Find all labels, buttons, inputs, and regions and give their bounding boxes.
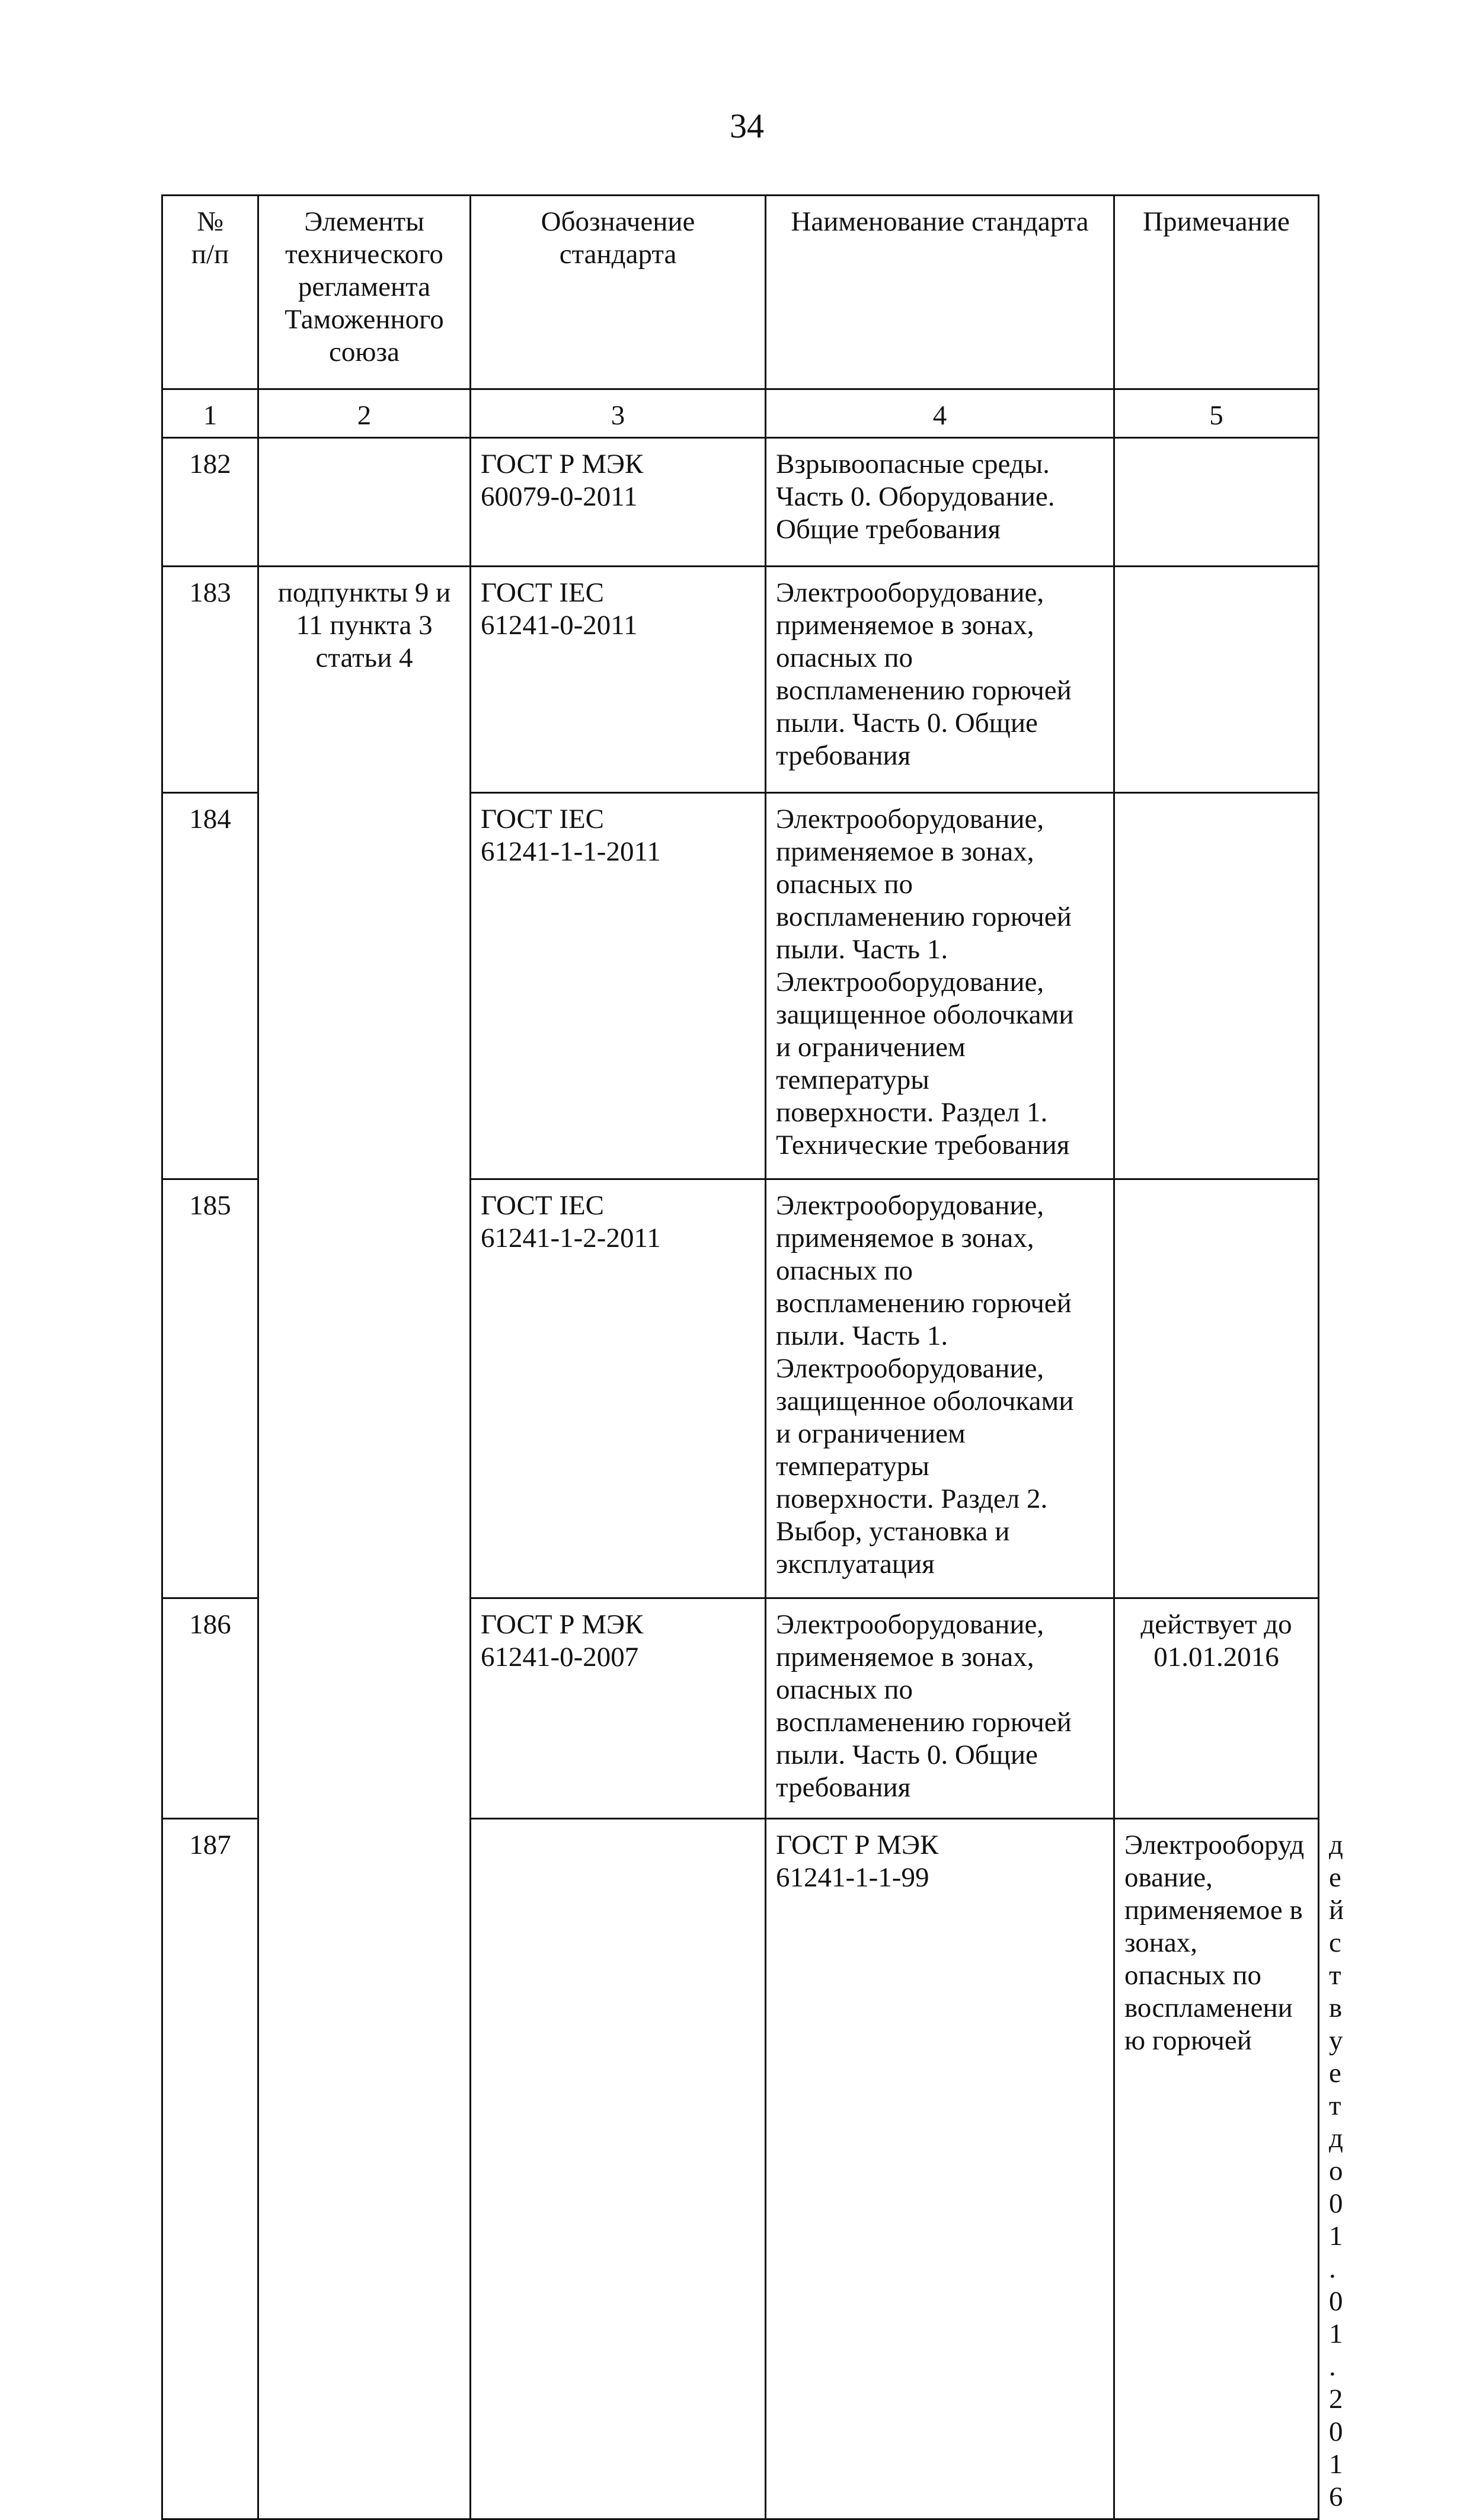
row-designation: ГОСТ Р МЭК 61241-1-1-99: [766, 1819, 1114, 2519]
row-designation: ГОСТ IEC 61241-1-1-2011: [471, 793, 766, 1179]
header-standard-name: Наименование стандарта: [766, 196, 1114, 389]
column-number: 1: [162, 389, 258, 438]
row-standard-name: Электрооборудование, применяемое в зонах, опасных по воспламенению горючей пыли. Часть 0. Общие требования: [766, 567, 1114, 793]
row-elements: [258, 438, 471, 567]
row-standard-name: Взрывоопасные среды. Часть 0. Оборудование. Общие требования: [766, 438, 1114, 567]
row-number: 183: [162, 567, 258, 793]
table-row: 187 ГОСТ Р МЭК 61241-1-1-99 Электрооборудование, применяемое в зонах, опасных по воспламенению горючей действует до 01.01.2016: [162, 1819, 1319, 2519]
row-standard-name: Электрооборудование, применяемое в зонах, опасных по воспламенению горючей пыли. Часть 1. Электрооборудование, защищенное оболочками и ограничением температуры поверхности. Раздел 1. Технические требования: [766, 793, 1114, 1179]
row-elements-group: подпункты 9 и 11 пункта 3 статьи 4: [258, 567, 471, 2519]
row-number: 184: [162, 793, 258, 1179]
row-standard-name: Электрооборудование, применяемое в зонах, опасных по воспламенению горючей: [1114, 1819, 1319, 2519]
column-number: 2: [258, 389, 471, 438]
row-number: 185: [162, 1179, 258, 1598]
row-note: [1114, 567, 1319, 793]
column-number: 3: [471, 389, 766, 438]
row-designation: ГОСТ Р МЭК 61241-0-2007: [471, 1598, 766, 1819]
row-number: 187: [162, 1819, 258, 2519]
row-designation: ГОСТ Р МЭК 60079-0-2011: [471, 438, 766, 567]
row-note: [1114, 438, 1319, 567]
header-designation: Обозначение стандарта: [471, 196, 766, 389]
table-row: [162, 567, 1319, 793]
standards-table: [161, 194, 1344, 2520]
column-number: 5: [1114, 389, 1319, 438]
column-numbers-row: [162, 389, 1319, 438]
row-note: действует до 01.01.2016: [1114, 1598, 1319, 1819]
row-note: [1114, 1179, 1319, 1598]
row-number: 186: [162, 1598, 258, 1819]
header-note: Примечание: [1114, 196, 1319, 389]
row-standard-name: Электрооборудование, применяемое в зонах, опасных по воспламенению горючей пыли. Часть 0. Общие требования: [766, 1598, 1114, 1819]
table-row: [162, 438, 1319, 567]
row-elements: [471, 1819, 766, 2519]
page-number: 34: [730, 107, 764, 145]
table-header-row: [162, 196, 1319, 389]
header-elements: Элементы технического регламента Таможенного союза: [258, 196, 471, 389]
header-number: № п/п: [162, 196, 258, 389]
row-designation: ГОСТ IEC 61241-0-2011: [471, 567, 766, 793]
row-designation: ГОСТ IEC 61241-1-2-2011: [471, 1179, 766, 1598]
column-number: 4: [766, 389, 1114, 438]
row-standard-name: Электрооборудование, применяемое в зонах, опасных по воспламенению горючей пыли. Часть 1. Электрооборудование, защищенное оболочками и ограничением температуры поверхности. Раздел 2. Выбор, установка и эксплуатация: [766, 1179, 1114, 1598]
row-note: [1114, 793, 1319, 1179]
row-number: 182: [162, 438, 258, 567]
